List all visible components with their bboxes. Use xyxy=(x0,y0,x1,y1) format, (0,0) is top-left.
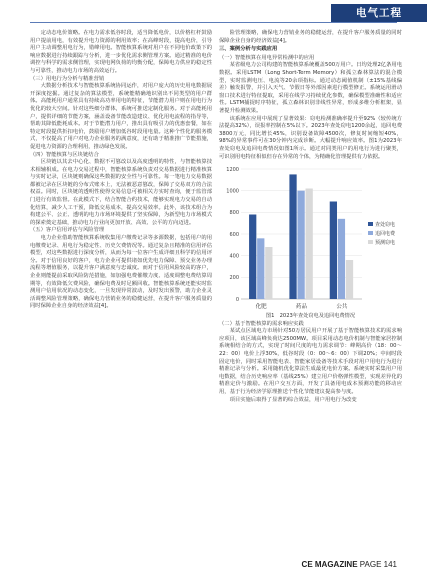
legend-swatch xyxy=(368,222,373,226)
x-tick-label: 化肥 xyxy=(255,304,267,311)
y-tick-label: 200 xyxy=(229,275,239,282)
bar xyxy=(257,238,264,299)
bar xyxy=(289,175,296,300)
legend-label: 查处窃电 xyxy=(375,221,396,228)
paragraph: 大数据分析技术与智能核算系统协同运作，对用户庞大的历史用电数据展开深度挖掘。通过复杂的算法模型，系统能精确地识别出不同类型的用户群体。高能耗用户通常具有持续高功率用电的特征，节能潜力用户则在用电行为优化的较大空间。针对这些细分群体，系统可推送定制化服务。对于高能耗用户，提供详细的节能方案，涵盖设备节能改造建议、优化用电流程的指导等，帮助其降低能耗成本。对于节能潜力用户，推出具有吸引力的优惠套餐，如在特定时段提供折扣电价，鼓励用户增加低谷时段用电量。这种个性化的服务模式，不仅提高了用户对电力企业服务的满意度，还有助于精准推广节能措施，促进电力资源的合理利用，推动绿色发展。 xyxy=(30,83,212,150)
bar xyxy=(306,189,313,300)
bar-chart-svg xyxy=(219,163,402,313)
paragraph: 区块链以其去中心化、数据不可篡改以及高度透明的特性，与智能核算技术相辅相成。在电力交易过程中，智能核算系统负责对交易数据进行精准核算与实时记录，区块链则确保这些数据的安全性与可靠性。每一笔电力交易数据都被记录在区块链的分布式账本上，无法被恶意篡改，保障了交易双方的合法权益。同时，区块链的透明性使得交易信息可被相关方实时查询，便于监管部门进行有效监督。在此模式下，结合智能合约技术，能够实现电力交易的自动化结算，减少人工干预，降低交易成本，提高交易效率。此外，该技术组合为构建公平、公正、透明的电力市场环境提供了坚实保障，为新型电力市场模式的探索奠定基础，推动电力行业向更加开放、高效、公平的方向迈进。 xyxy=(30,159,212,226)
right-column-bottom xyxy=(219,321,402,405)
header-divider xyxy=(30,22,397,23)
paragraph: 定动态电价策略。在电力需求低谷时段，适当降低电价，以价格杠杆鼓励用户提前用电，有效提升电力资源的利用效率；在高峰时段，提高电价，引导用户主动调整用电行为，错峰用电。智能核算系统对用户在不同电价政策下的响应数据进行持续跟踪与分析，进一步优化需求侧管理方案。通过精准的电价调控与科学的需求侧管理，实现电网负荷的均衡分配，保障电力供应的稳定性与可靠性，推动电力市场的高效运行。 xyxy=(30,30,212,74)
right-column xyxy=(219,30,402,404)
bar xyxy=(249,215,256,300)
page-number: PAGE 141 xyxy=(359,560,397,569)
paragraph: 某试点区域电力市场针对50万居民用户开展了基于智能核算技术的需求响应项目，该区域高峰负荷达2500MW。项目采用动态电价机制与智能家居控制系统相结合的方式，实现了时间尺度的电力需求调节：峰期高价（18：00～22：00）电价上浮30%，低谷时段（0：00～6：00）下调20%；中间时段固定电价，同时采用智能电表、智能家居设备等技术手段对用户用电行为进行精准记录与分析。采用随机优化算法生成最优电价方案。系统实时采集用户用电数据，结合历史响应率（基线25%）建立用户价格弹性模型，实现差异化的精准定价与激励。在用户交互方面，开发了具备用电成本预测功能的移动应用，基于行为经济学原理推送个性化节能建议提高参与度。 xyxy=(219,328,402,396)
paragraph: 电力企业借助智能核算系统收集用户缴费记录等多源数据，包括用户的用电缴费记录、用电行为稳定性、历史欠费情况等。通过复杂且精准的信用评估模型，对这些数据进行深度分析，从而为每一位客户生成详细且科学的信用评分。对于信用良好的客户，电力企业可提供诸如优先电力保障、预交业务办理流程等增值服务，以提升客户满意度与忠诚度。而对于信用风险较高的客户，企业则能提前采取风险防范措施，如加强电费催缴力度、适度调整电费结算周期等，有效降低欠费风险，确保电费及时足额回收。智能核算系统还能实时监测用户信用状况的动态变化，一旦发现异常波动，及时发出预警，助力企业灵活调整风险管理策略，确保电力营销业务的稳健运营，在提升客户服务质量的同时保障企业自身的经济效益[4]。 xyxy=(30,235,212,310)
figure-caption: 图1 2023年查处窃电及追回电费情况 xyxy=(265,313,356,320)
y-tick-label: 800 xyxy=(229,210,239,217)
magazine-name: CE MAGAZINE xyxy=(301,560,358,569)
y-tick-label: 600 xyxy=(229,231,239,238)
legend-label: 预测窃电 xyxy=(375,239,396,246)
y-tick-label: 0 xyxy=(235,296,239,303)
bar-chart xyxy=(219,163,402,313)
right-column-top xyxy=(219,30,402,161)
section-header-tag: 电气工程 xyxy=(331,4,427,22)
paragraph: 险管理策略，确保电力营销业务的稳健运营，在提升客户服务质量的同时保障企业自身的经济效益[4]。 xyxy=(219,30,402,44)
y-tick-label: 400 xyxy=(229,253,239,260)
bar xyxy=(265,247,272,299)
paragraph: 项目实施后取得了显著的综合效益，用户用电行为改变 xyxy=(229,396,357,403)
paragraph: 某省级电力公司构建的智能核算系统覆盖500万用户。日均处理2亿条用电数据。采用LSTM（Long Short-Term Memory）和孤立森林算法的混合模型，实时监测电压、电流等20余项指标。通过动态阈值机制（±15%基线偏差）触发报警，并引入天气、节假日等外部因素进行模型修正。系统运用滑动窗口技术进行特征提取，采用在线学习持续优化参数，确保模型准确性和适应性。LSTM捕捉时序特征，孤立森林识别非线性异常，形成多维分析框架，显著提升检测效果。 xyxy=(219,62,402,114)
subsection-heading: （二）基于智能核算的需求响应实践 xyxy=(219,320,304,327)
bar xyxy=(297,191,304,299)
legend-label: 追回电费 xyxy=(375,230,396,237)
subsection-heading: （一）智能核算在用电异常检测中的应用 xyxy=(219,54,315,61)
legend-swatch xyxy=(368,240,373,244)
x-tick-label: 公共 xyxy=(336,304,348,311)
section-heading: 三、案例分析与实践应用 xyxy=(219,46,278,53)
page-footer xyxy=(302,560,397,569)
y-tick-label: 1200 xyxy=(226,166,239,173)
y-tick-label: 1000 xyxy=(226,188,239,195)
x-tick-label: 药品 xyxy=(295,304,308,311)
bar xyxy=(346,260,353,299)
bar xyxy=(330,202,337,300)
left-column xyxy=(30,30,212,311)
bar xyxy=(338,219,345,299)
subsection-heading: （四）智能核算与区块链结合 xyxy=(30,151,99,158)
legend-swatch xyxy=(368,231,373,235)
paragraph: 该系统在应用中展现了显著效果：窃电检测准确率提升至92%（较传统方法提高32%），误报率控制在5%以下。2023年查处窃电1200余起，追回电费3800万元，同比增长45%，识别设备故障4500次，修复时间缩短40%，98%的异常事件可在30分钟内完成诊断。大幅提升响应效率。图1为2023年查处窃电及追回电费情况如图1所示。通过对同类用户的用电行为进行聚类，可识别用电特征相似但存在异常的个体，为精确化管理提供有力依据。 xyxy=(219,115,402,160)
subsection-heading: （五）客户信用评估与风险管理 xyxy=(30,227,105,234)
subsection-heading: （三）用电行为分析与精准营销 xyxy=(30,75,105,82)
